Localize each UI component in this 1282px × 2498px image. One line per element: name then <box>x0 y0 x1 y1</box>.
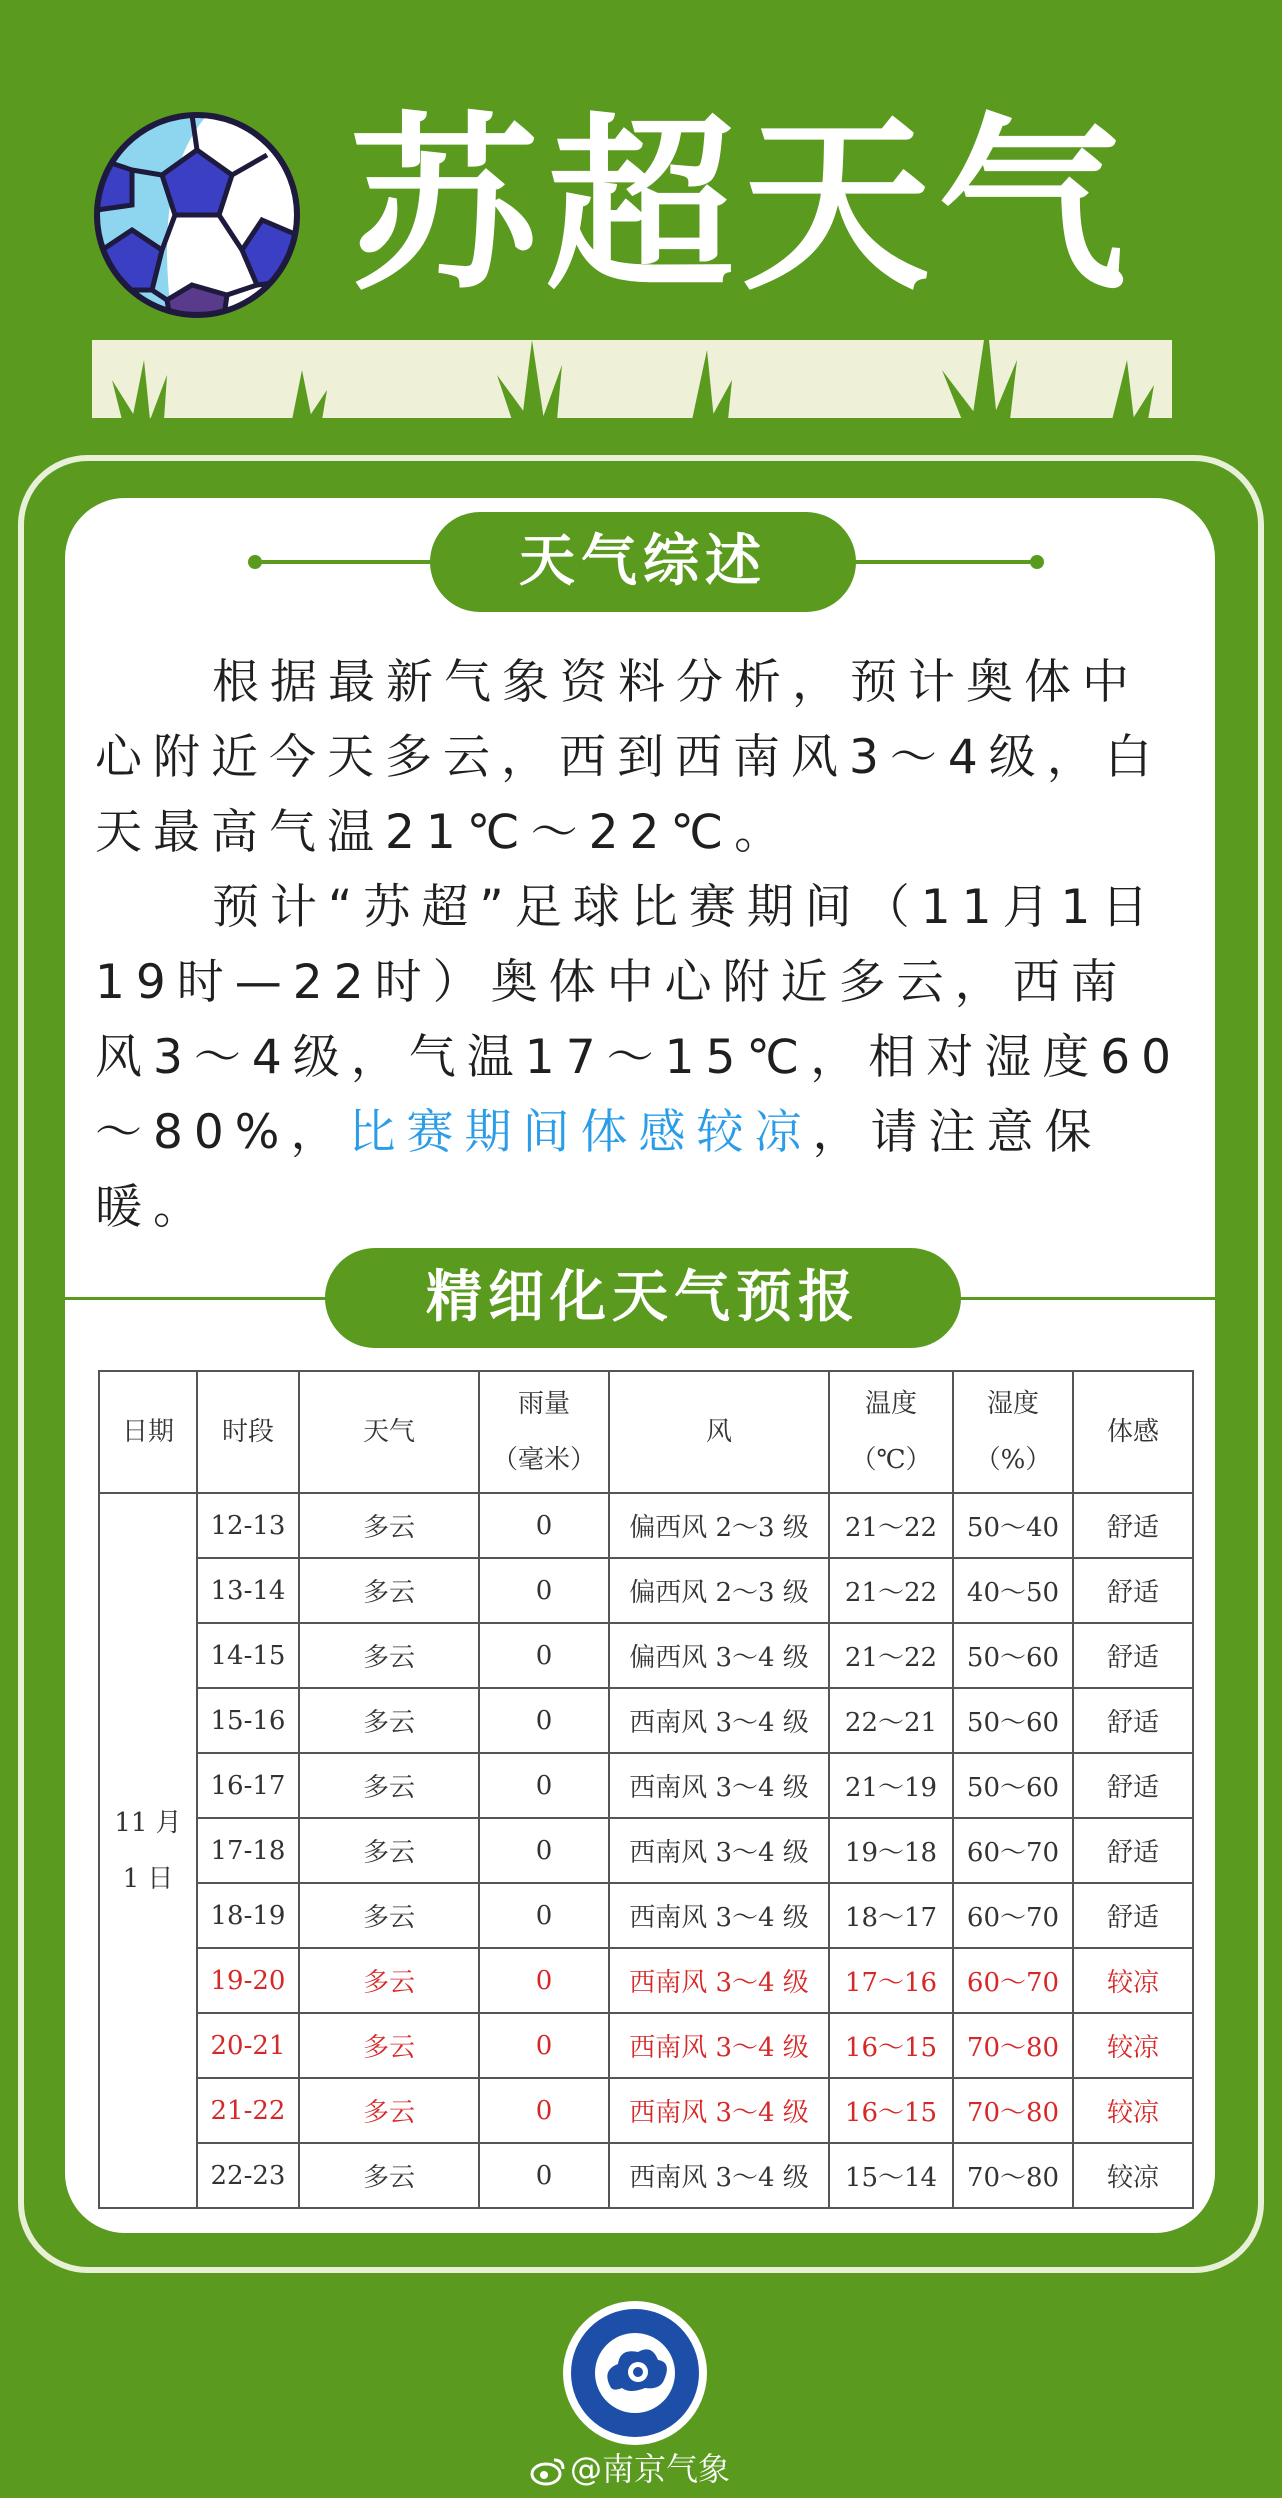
cell-feel: 较凉 <box>1073 2013 1193 2078</box>
summary-text <box>95 645 1185 1245</box>
cell-period: 12-13 <box>197 1493 299 1558</box>
cell-feel: 舒适 <box>1073 1558 1193 1623</box>
cell-feel: 舒适 <box>1073 1753 1193 1818</box>
table-row <box>99 1948 1193 2013</box>
cell-rain: 0 <box>479 1688 609 1753</box>
cell-feel: 舒适 <box>1073 1688 1193 1753</box>
cell-humidity: 50～40 <box>953 1493 1073 1558</box>
cell-humidity: 50～60 <box>953 1688 1073 1753</box>
cell-temp: 21～19 <box>829 1753 953 1818</box>
cell-humidity: 60～70 <box>953 1948 1073 2013</box>
cell-humidity: 40～50 <box>953 1558 1073 1623</box>
heading-dot-left <box>248 555 262 569</box>
cell-weather: 多云 <box>299 1753 479 1818</box>
cell-period: 13-14 <box>197 1558 299 1623</box>
cell-rain: 0 <box>479 1623 609 1688</box>
cell-weather: 多云 <box>299 2078 479 2143</box>
cell-rain: 0 <box>479 1948 609 2013</box>
cell-rain: 0 <box>479 2078 609 2143</box>
table-header-row <box>99 1371 1193 1493</box>
weibo-credit[interactable] <box>530 2447 780 2491</box>
cell-humidity: 70～80 <box>953 2078 1073 2143</box>
meteorological-bureau-logo <box>560 2298 710 2448</box>
table-row <box>99 1688 1193 1753</box>
cell-feel: 舒适 <box>1073 1623 1193 1688</box>
date-line1: 11 月 <box>114 1807 182 1838</box>
cell-weather: 多云 <box>299 1558 479 1623</box>
cell-weather: 多云 <box>299 1688 479 1753</box>
cell-feel: 较凉 <box>1073 1948 1193 2013</box>
cell-temp: 16～15 <box>829 2078 953 2143</box>
cell-wind: 西南风 3～4 级 <box>609 2013 829 2078</box>
cell-wind: 西南风 3～4 级 <box>609 1818 829 1883</box>
summary-highlight: 比赛期间体感较凉 <box>348 1105 813 1160</box>
table-row <box>99 1623 1193 1688</box>
cell-temp: 17～16 <box>829 1948 953 2013</box>
cell-humidity: 50～60 <box>953 1623 1073 1688</box>
cell-wind: 西南风 3～4 级 <box>609 1753 829 1818</box>
cell-rain: 0 <box>479 2013 609 2078</box>
header-rain <box>479 1371 609 1493</box>
summary-paragraph-2-start: 预计“苏超”足球比赛期间（11月1日19时—22时）奥体中心附近多云，西南风3～4级，气温17～15℃，相对湿度60～80%， <box>95 880 1183 1160</box>
summary-paragraph-2 <box>95 870 1185 1245</box>
date-cell <box>99 1493 197 2208</box>
cell-wind: 西南风 3～4 级 <box>609 2078 829 2143</box>
cell-feel: 较凉 <box>1073 2143 1193 2208</box>
cell-wind: 西南风 3～4 级 <box>609 1948 829 2013</box>
cell-period: 19-20 <box>197 1948 299 2013</box>
weibo-icon <box>530 2456 566 2486</box>
cell-humidity: 70～80 <box>953 2143 1073 2208</box>
heading-line-right <box>850 560 1040 564</box>
table-row <box>99 1558 1193 1623</box>
cell-weather: 多云 <box>299 1948 479 2013</box>
cell-weather: 多云 <box>299 1623 479 1688</box>
header-humidity-line1: 湿度 <box>986 1389 1039 1419</box>
cell-rain: 0 <box>479 2143 609 2208</box>
header-rain-line2: （毫米） <box>491 1445 596 1475</box>
cell-feel: 较凉 <box>1073 2078 1193 2143</box>
cell-weather: 多云 <box>299 2013 479 2078</box>
header-date: 日期 <box>99 1371 197 1493</box>
cell-period: 18-19 <box>197 1883 299 1948</box>
header-humidity <box>953 1371 1073 1493</box>
cell-rain: 0 <box>479 1558 609 1623</box>
cell-wind: 西南风 3～4 级 <box>609 2143 829 2208</box>
cell-humidity: 70～80 <box>953 2013 1073 2078</box>
header-humidity-line2: （%） <box>974 1445 1052 1475</box>
cell-weather: 多云 <box>299 1883 479 1948</box>
cell-weather: 多云 <box>299 1493 479 1558</box>
cell-wind: 西南风 3～4 级 <box>609 1883 829 1948</box>
cell-weather: 多云 <box>299 2143 479 2208</box>
table-row <box>99 2013 1193 2078</box>
weibo-account[interactable]: @南京气象 <box>570 2450 731 2488</box>
cell-period: 22-23 <box>197 2143 299 2208</box>
cell-temp: 18～17 <box>829 1883 953 1948</box>
cell-weather: 多云 <box>299 1818 479 1883</box>
page-title: 苏超天气 <box>350 97 1134 316</box>
cell-rain: 0 <box>479 1753 609 1818</box>
header-weather: 天气 <box>299 1371 479 1493</box>
cell-temp: 16～15 <box>829 2013 953 2078</box>
cell-humidity: 60～70 <box>953 1818 1073 1883</box>
header-temp-line2: （℃） <box>850 1445 932 1475</box>
cell-feel: 舒适 <box>1073 1818 1193 1883</box>
table-row <box>99 1818 1193 1883</box>
cell-period: 16-17 <box>197 1753 299 1818</box>
cell-rain: 0 <box>479 1818 609 1883</box>
cell-temp: 21～22 <box>829 1493 953 1558</box>
table-row <box>99 1493 1193 1558</box>
cell-temp: 19～18 <box>829 1818 953 1883</box>
forecast-table <box>98 1370 1194 2209</box>
cell-wind: 偏西风 2～3 级 <box>609 1558 829 1623</box>
cell-wind: 偏西风 2～3 级 <box>609 1493 829 1558</box>
cell-period: 15-16 <box>197 1688 299 1753</box>
header-feel: 体感 <box>1073 1371 1193 1493</box>
table-row <box>99 2143 1193 2208</box>
cell-wind: 西南风 3～4 级 <box>609 1688 829 1753</box>
summary-paragraph-2-end: ，请注意保暖。 <box>95 1105 1103 1235</box>
cell-temp: 21～22 <box>829 1558 953 1623</box>
table-row <box>99 1753 1193 1818</box>
cell-temp: 21～22 <box>829 1623 953 1688</box>
cell-period: 14-15 <box>197 1623 299 1688</box>
cell-temp: 22～21 <box>829 1688 953 1753</box>
cell-feel: 舒适 <box>1073 1883 1193 1948</box>
cell-rain: 0 <box>479 1883 609 1948</box>
cell-rain: 0 <box>479 1493 609 1558</box>
cell-period: 20-21 <box>197 2013 299 2078</box>
header-wind: 风 <box>609 1371 829 1493</box>
table-row <box>99 1883 1193 1948</box>
header-period: 时段 <box>197 1371 299 1493</box>
forecast-heading: 精细化天气预报 <box>325 1248 961 1348</box>
summary-paragraph-1: 根据最新气象资料分析，预计奥体中心附近今天多云，西到西南风3～4级，白天最高气温21℃～22℃。 <box>95 655 1163 860</box>
heading-line-left <box>258 560 438 564</box>
cell-wind: 偏西风 3～4 级 <box>609 1623 829 1688</box>
summary-heading: 天气综述 <box>430 512 856 612</box>
heading-dot-right <box>1030 555 1044 569</box>
cell-humidity: 50～60 <box>953 1753 1073 1818</box>
cell-temp: 15～14 <box>829 2143 953 2208</box>
cell-period: 17-18 <box>197 1818 299 1883</box>
header-rain-line1: 雨量 <box>517 1389 570 1419</box>
table-row <box>99 2078 1193 2143</box>
header-temp <box>829 1371 953 1493</box>
header-temp-line1: 温度 <box>864 1389 917 1419</box>
grass-decoration <box>92 280 1172 420</box>
date-line2: 1 日 <box>122 1863 174 1894</box>
cell-period: 21-22 <box>197 2078 299 2143</box>
cell-feel: 舒适 <box>1073 1493 1193 1558</box>
cell-humidity: 60～70 <box>953 1883 1073 1948</box>
